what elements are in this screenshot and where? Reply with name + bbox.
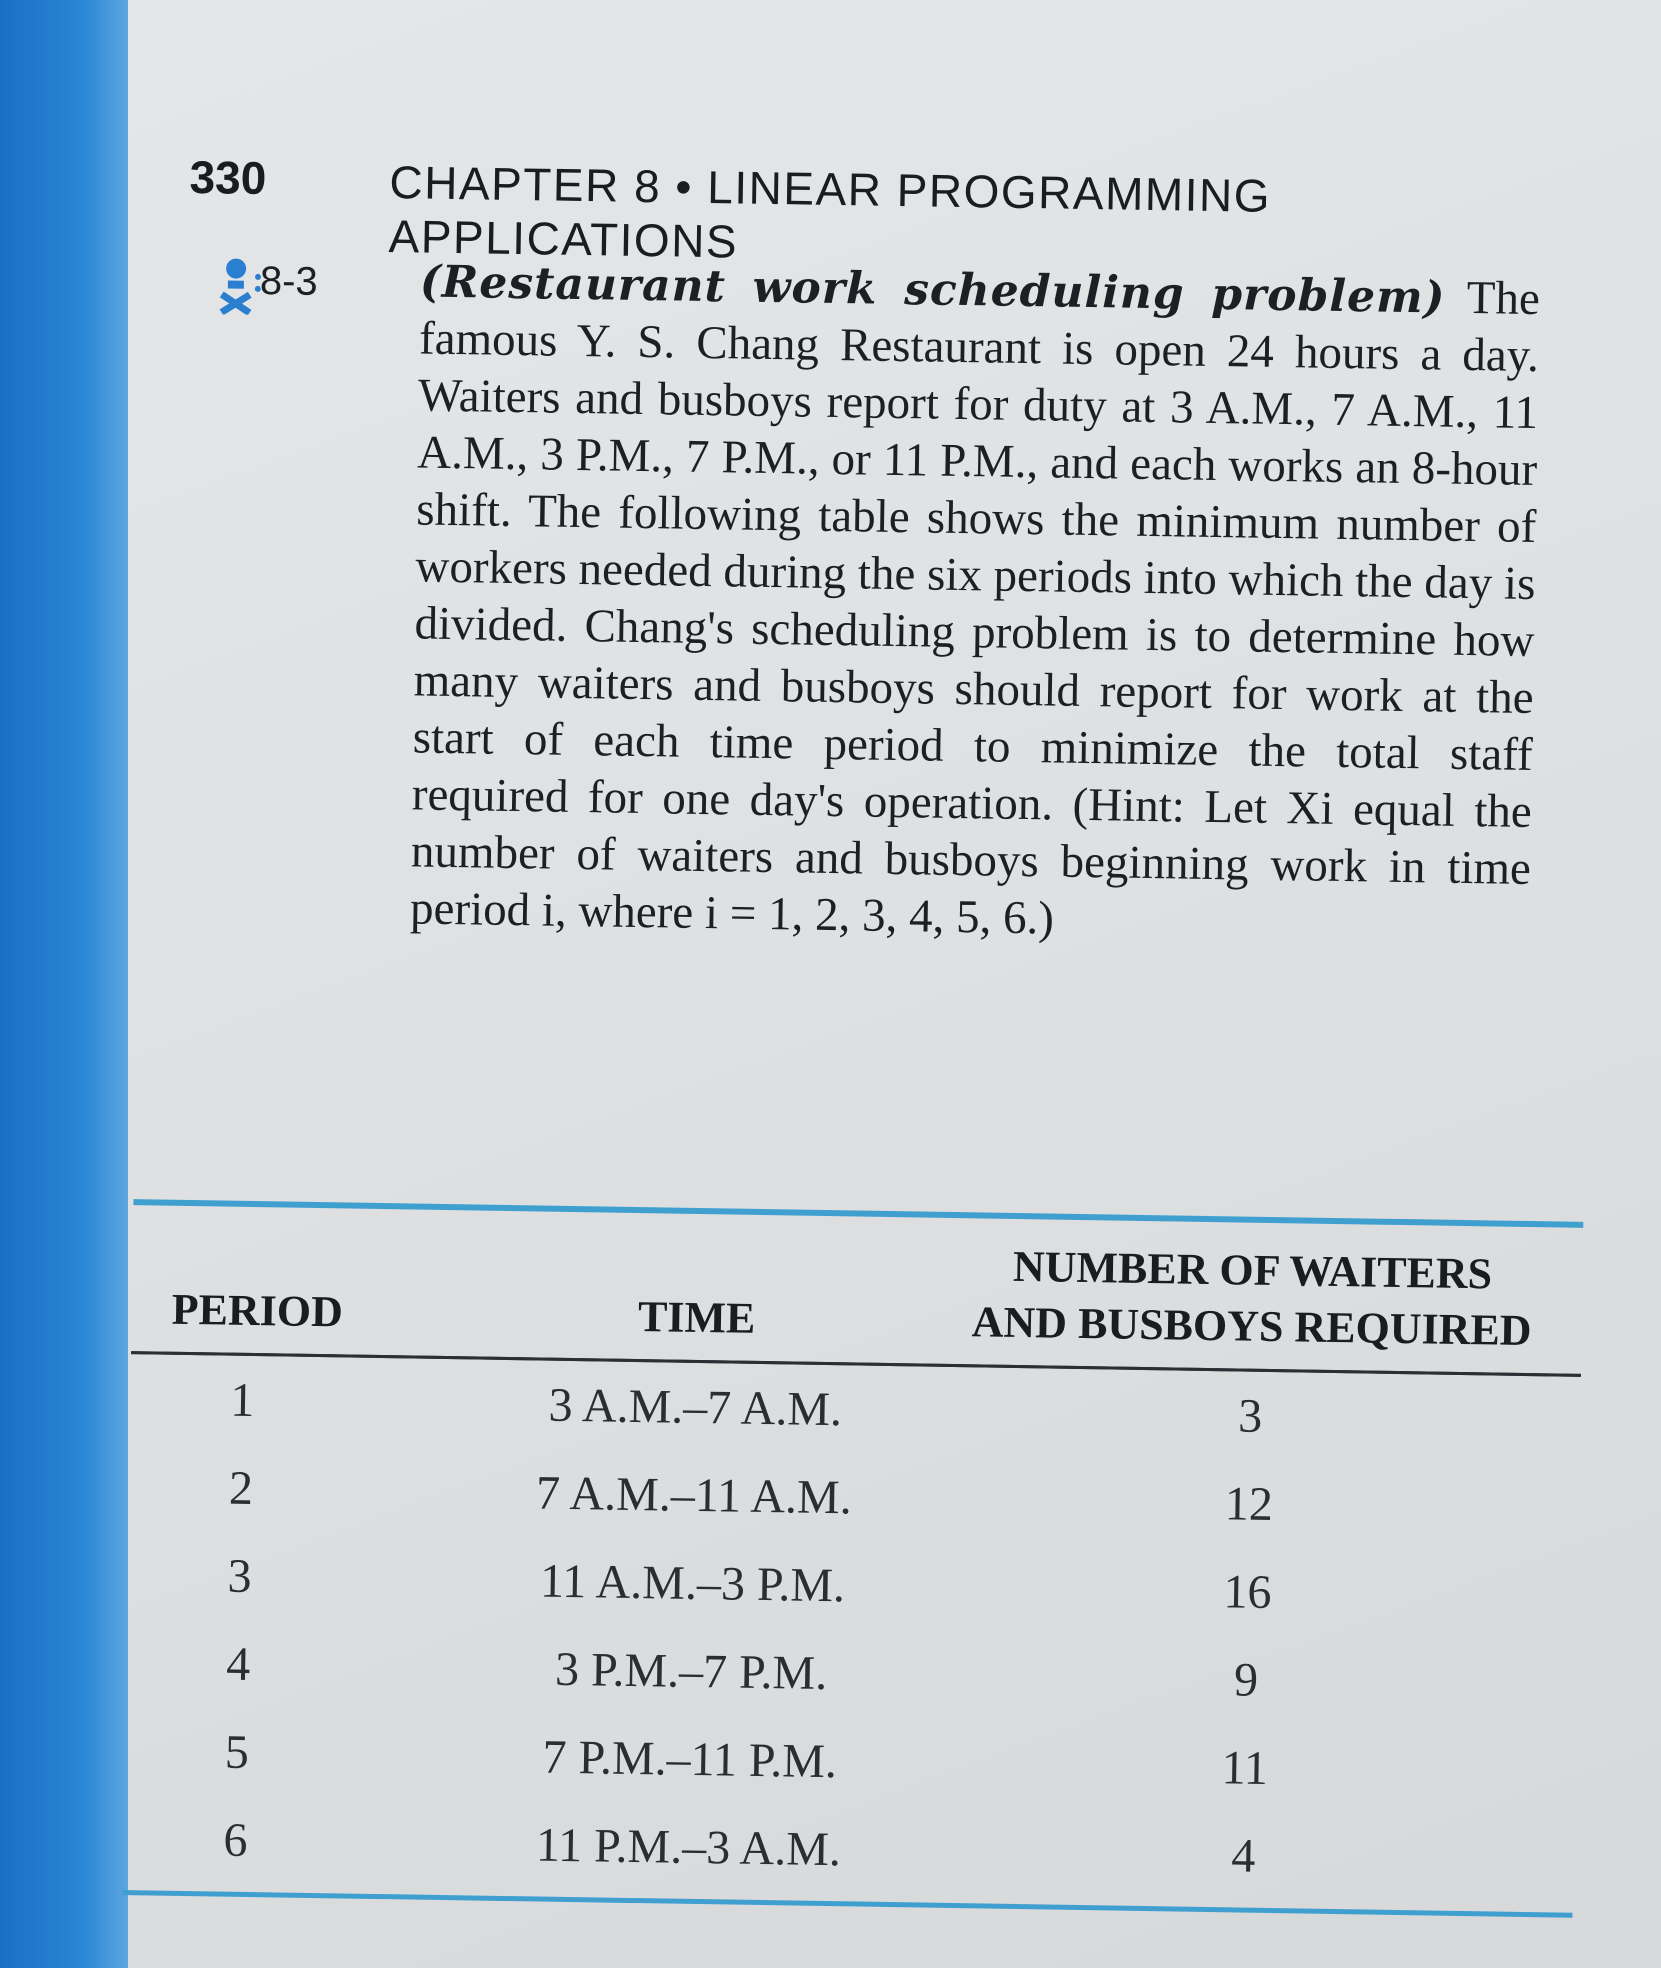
problem-body: The famous Y. S. Chang Restaurant is open 24 hours a day. Waiters and busboys report for duty at 3 A.M., 7 A.M., 11 A.M., 3 P.M., 7 P.M., or 11 P.M., and each works an 8-hour shift. The following table shows the minimum number of workers needed during the six periods into which the day is divided. Chang's scheduling problem is to determine how many waiters and busboys should report for work at the start of each time period to minimize the total staff required for one day's operation. (Hint: Let Xi equal the number of waiters and busboys beginning work in time period i, where i = 1, 2, 3, 4, 5, 6.)	[409, 271, 1541, 945]
period-cell: 4	[225, 1637, 251, 1691]
page-number: 330	[189, 150, 267, 205]
header-required-line1: NUMBER OF WAITERS	[1012, 1241, 1493, 1299]
staffing-table-section	[123, 1199, 1584, 1918]
required-cell: 9	[1233, 1652, 1259, 1707]
required-cell: 3	[1237, 1388, 1263, 1443]
header-period: PERIOD	[171, 1284, 344, 1337]
chapter-title: CHAPTER 8 • LINEAR PROGRAMMING APPLICATIONS	[388, 155, 1272, 268]
page-content	[171, 150, 1619, 1883]
period-cell: 3	[227, 1549, 253, 1603]
q-solution-icon	[213, 254, 264, 315]
problem-title: (Restaurant work scheduling problem)	[419, 256, 1446, 324]
time-cell: 7 A.M.–11 A.M.	[535, 1465, 853, 1524]
period-cell: 5	[224, 1725, 250, 1779]
required-cell: 4	[1230, 1828, 1256, 1883]
time-cell: 7 P.M.–11 P.M.	[542, 1730, 838, 1788]
time-cell: 3 P.M.–7 P.M.	[554, 1642, 828, 1700]
period-cell: 6	[223, 1813, 248, 1867]
required-cell: 11	[1221, 1740, 1269, 1795]
header-time: TIME	[637, 1292, 756, 1343]
time-cell: 11 P.M.–3 A.M.	[535, 1817, 842, 1876]
problem-number: 8-3	[259, 258, 319, 304]
required-cell: 16	[1223, 1564, 1272, 1619]
period-cell: 2	[228, 1461, 254, 1515]
header-required	[921, 1231, 1583, 1375]
required-cell: 12	[1224, 1476, 1274, 1531]
period-cell: 1	[229, 1373, 255, 1427]
table-header-row	[131, 1219, 1583, 1375]
time-cell: 3 A.M.–7 A.M.	[548, 1378, 843, 1436]
time-cell: 11 A.M.–3 P.M.	[539, 1554, 846, 1612]
staffing-table	[123, 1219, 1583, 1905]
header-required-line2: AND BUSBOYS REQUIRED	[971, 1297, 1532, 1356]
problem-text	[410, 253, 1541, 955]
